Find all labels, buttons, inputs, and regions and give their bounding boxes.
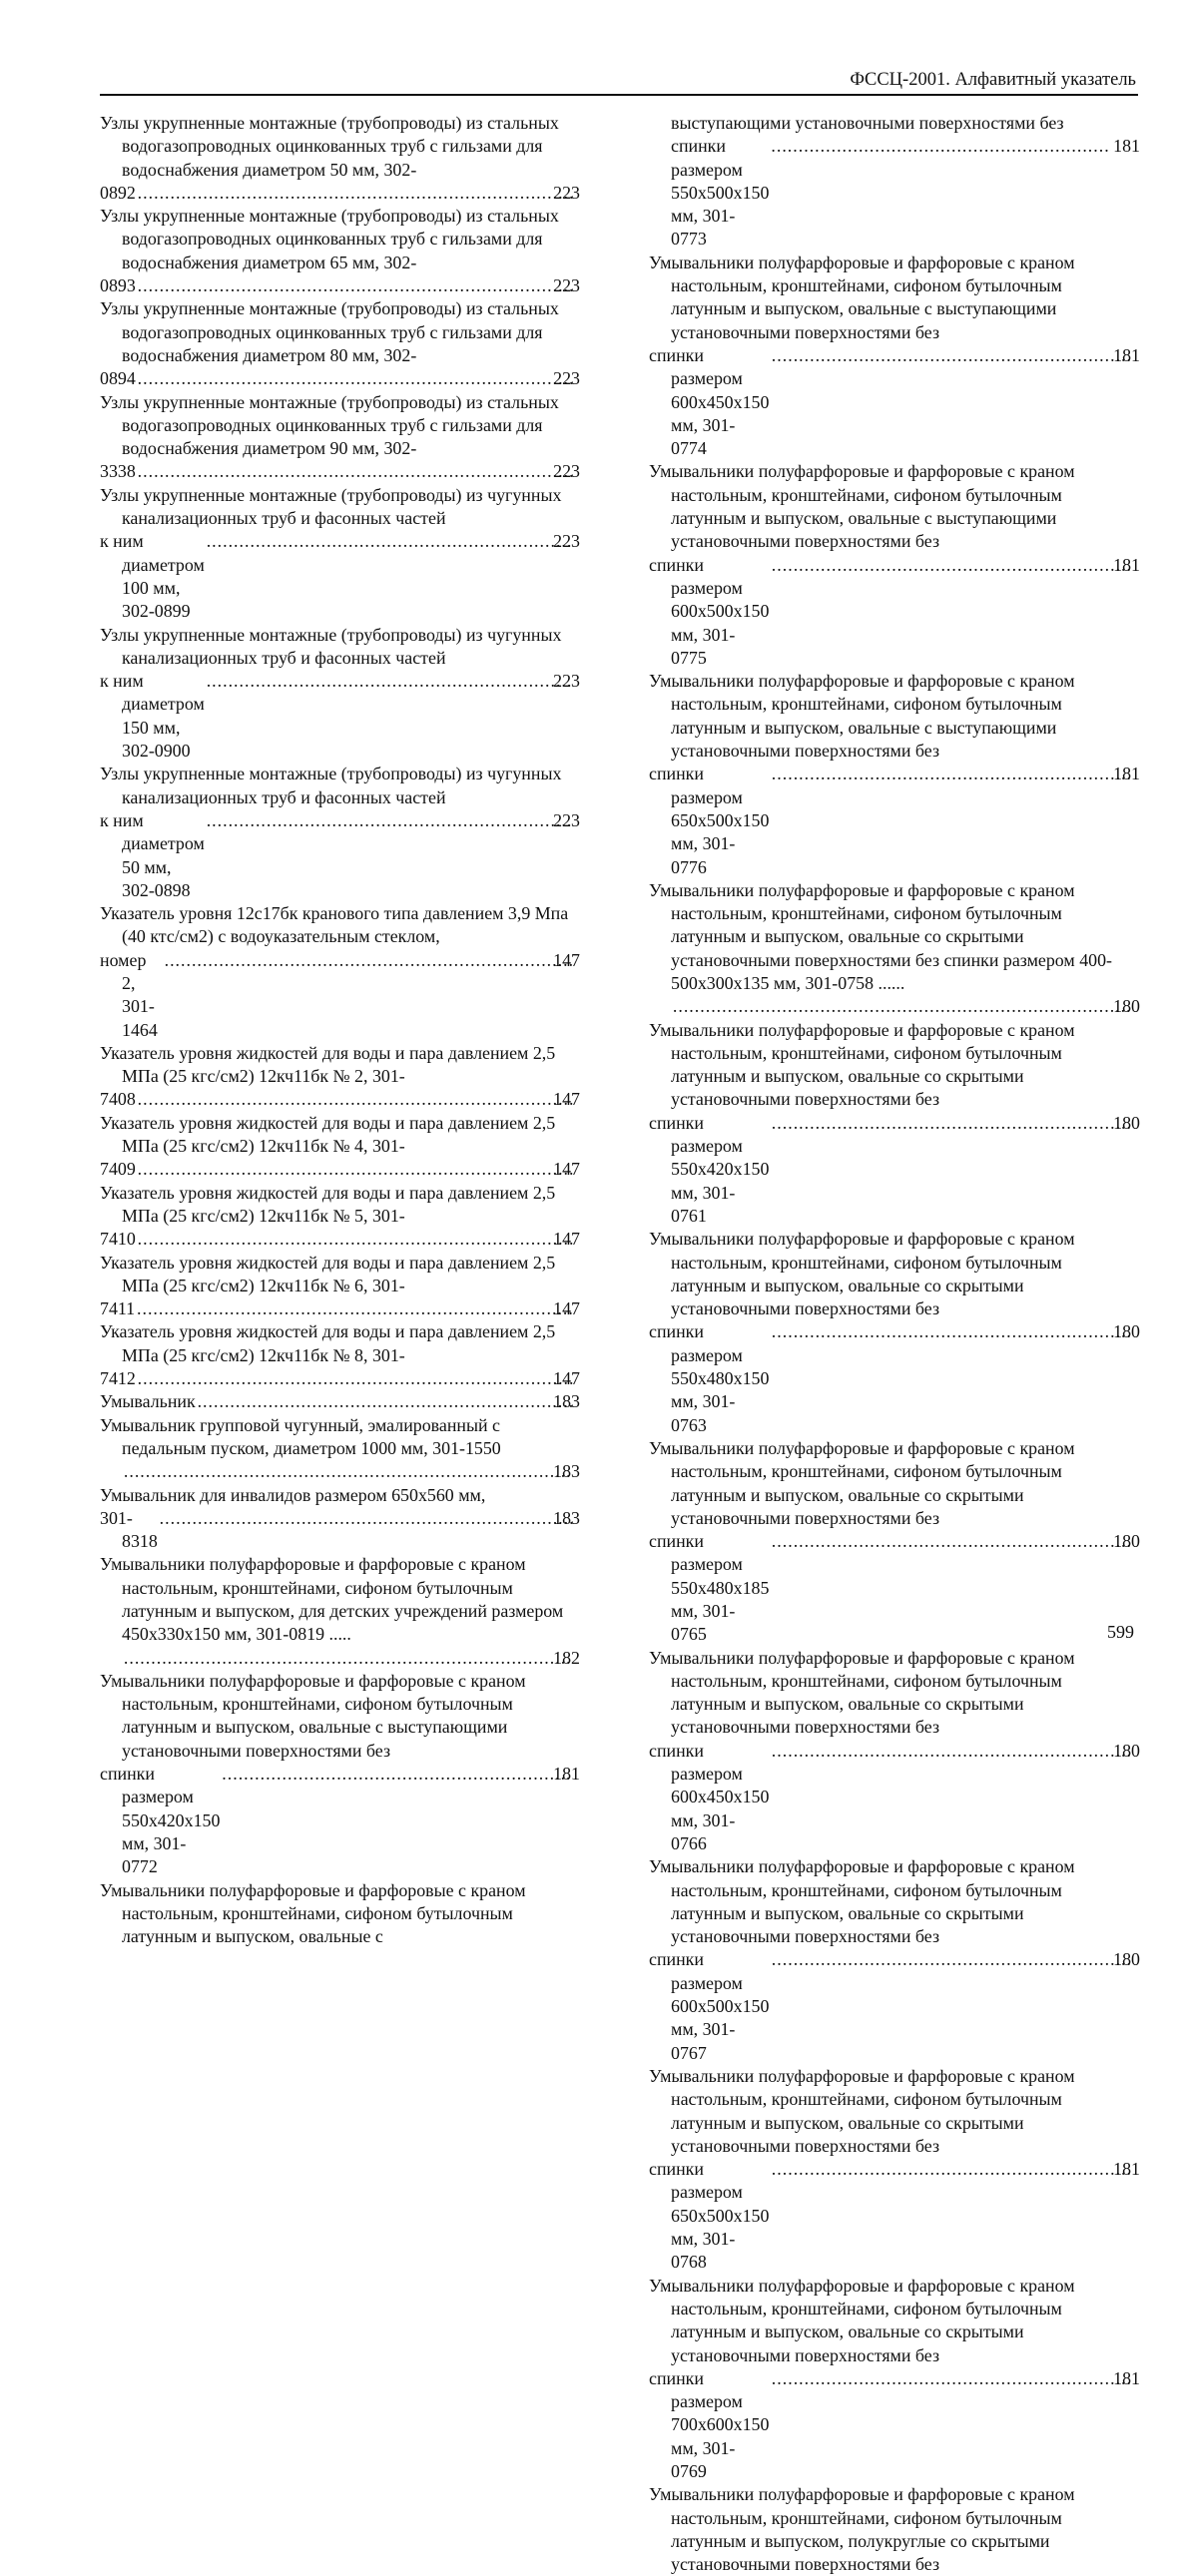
entry-text: Указатель уровня 12с17бк кранового типа давлением 3,9 Мпа (40 ктс/см2) с водоуказательным стеклом, (100, 903, 569, 947)
entry-page-ref: 223 (553, 182, 580, 203)
dot-leader (772, 1740, 1133, 1763)
entry-page-ref: 180 (1113, 1531, 1140, 1552)
entry-text: Умывальники полуфарфоровые и фарфоровые с краном настольным, кронштейнами, сифоном бутылочным латунным и выпуском, полукруглые со скрытыми установочными поверхностями без (649, 2484, 1075, 2575)
entry-tail: спинки размером 550х420х150 мм, 301-0761 (649, 1112, 770, 1226)
entry-text: Умывальники полуфарфоровые и фарфоровые с краном настольным, кронштейнами, сифоном бутылочным латунным и выпуском, овальные с (100, 1879, 526, 1947)
entry-text: Умывальники полуфарфоровые и фарфоровые с краном настольным, кронштейнами, сифоном бутылочным латунным и выпуском, овальные со скрытыми установочными поверхностями без (649, 2275, 1075, 2365)
entry-page-ref: 147 (553, 1229, 580, 1250)
index-entry (100, 1182, 580, 1252)
entry-text: Умывальники полуфарфоровые и фарфоровые с краном настольным, кронштейнами, сифоном бутылочным латунным и выпуском, овальные со скрытыми установочными поверхностями без (649, 1647, 1075, 1738)
entry-tail: спинки размером 550х500х150 мм, 301-0773 (671, 136, 770, 250)
index-entry (649, 1019, 1140, 1229)
dot-leader (772, 2367, 1133, 2390)
entry-text: Умывальники полуфарфоровые и фарфоровые с краном настольным, кронштейнами, сифоном бутылочным латунным и выпуском, овальные со скрытыми установочными поверхностями без (649, 1856, 1075, 1947)
entry-tail: спинки размером 650х500х150 мм, 301-0768 (649, 2159, 770, 2273)
index-entry (100, 484, 580, 624)
dot-leader (138, 1088, 573, 1111)
entry-leader-line (100, 460, 580, 483)
entry-page-ref: 180 (1113, 1740, 1140, 1761)
entry-tail: номер 2, 301-1464 (100, 949, 158, 1040)
dot-leader (137, 1297, 573, 1320)
entry-page-ref: 181 (1113, 136, 1140, 157)
entry-text: Умывальники полуфарфоровые и фарфоровые с краном настольным, кронштейнами, сифоном бутылочным латунным и выпуском, овальные с выступающими установочными поверхностями без (649, 461, 1075, 552)
index-entry (100, 205, 580, 297)
index-entry (100, 1553, 580, 1669)
index-entry (100, 1112, 580, 1182)
entry-page-ref: 223 (553, 275, 580, 296)
index-entry (649, 1647, 1140, 1856)
entry-text: Умывальники полуфарфоровые и фарфоровые с краном настольным, кронштейнами, сифоном бутылочным латунным и выпуском, овальные со скрытыми установочными поверхностями без спинки размером 400-500х300х135 мм, 301-0758 ...... (649, 879, 1112, 993)
entry-leader-line (649, 1112, 1140, 1228)
index-entry (100, 1320, 580, 1390)
entry-leader-line (100, 949, 580, 1042)
entry-text: Умывальники полуфарфоровые и фарфоровые с краном настольным, кронштейнами, сифоном бутылочным латунным и выпуском, овальные со скрытыми установочными поверхностями без (649, 1019, 1075, 1110)
index-entry (100, 297, 580, 390)
index-entry (100, 1390, 580, 1413)
entry-tail: к ним диаметром 50 мм, 302-0898 (100, 809, 205, 900)
entry-tail: 301-8318 (100, 1507, 158, 1552)
entry-page-ref: 181 (1113, 554, 1140, 575)
entry-text: выступающими установочными поверхностями без (671, 113, 1064, 133)
entry-text: Умывальники полуфарфоровые и фарфоровые с краном настольным, кронштейнами, сифоном бутылочным латунным и выпуском, для детских учреждений размером 450х330х150 мм, 301-0819 ..... (100, 1554, 564, 1645)
entry-page-ref: 182 (553, 1647, 580, 1668)
entry-page-ref: 180 (1113, 1949, 1140, 1970)
entry-leader-line (671, 995, 1140, 1018)
index-column-right (649, 112, 1140, 2576)
entry-leader-line (100, 809, 580, 902)
entry-tail: 7408 (100, 1089, 136, 1110)
entry-leader-line (100, 1763, 580, 1878)
entry-text: Узлы укрупненные монтажные (трубопроводы) из стальных водогазопроводных оцинкованных труб с гильзами для водоснабжения диаметром 50 мм, 302- (100, 113, 559, 180)
entry-text: Указатель уровня жидкостей для воды и пара давлением 2,5 МПа (25 кгс/см2) 12кч11бк № 2, 301- (100, 1042, 556, 1087)
entry-text: Узлы укрупненные монтажные (трубопроводы) из стальных водогазопроводных оцинкованных труб с гильзами для водоснабжения диаметром 90 мм, 302- (100, 391, 559, 459)
dot-leader (124, 1647, 573, 1670)
entry-leader-line (122, 1647, 580, 1670)
entry-text: Указатель уровня жидкостей для воды и пара давлением 2,5 МПа (25 кгс/см2) 12кч11бк № 5, 301- (100, 1182, 556, 1226)
dot-leader (207, 670, 573, 693)
entry-tail: 7411 (100, 1298, 136, 1319)
entry-page-ref: 183 (553, 1461, 580, 1482)
dot-leader (138, 367, 573, 390)
entry-page-ref: 147 (553, 1298, 580, 1319)
index-entry (649, 2065, 1140, 2275)
index-entry (649, 879, 1140, 1019)
index-entry (100, 763, 580, 902)
entry-tail: 0894 (100, 368, 136, 389)
entry-text: Узлы укрупненные монтажные (трубопроводы) из чугунных канализационных труб и фасонных частей (100, 764, 562, 807)
entry-text: Умывальники полуфарфоровые и фарфоровые с краном настольным, кронштейнами, сифоном бутылочным латунным и выпуском, овальные со скрытыми установочными поверхностями без (649, 1437, 1075, 1528)
entry-tail: спинки размером 700х600х150 мм, 301-0769 (649, 2367, 770, 2481)
entry-tail: спинки размером 600х450х150 мм, 301-0774 (649, 344, 770, 459)
dot-leader (138, 1228, 573, 1251)
entry-text: Узлы укрупненные монтажные (трубопроводы) из стальных водогазопроводных оцинкованных труб с гильзами для водоснабжения диаметром 65 мм, 302- (100, 206, 559, 272)
entry-text: Умывальники полуфарфоровые и фарфоровые с краном настольным, кронштейнами, сифоном бутылочным латунным и выпуском, овальные с выступающими установочными поверхностями без (100, 1670, 526, 1761)
entry-page-ref: 183 (553, 1391, 580, 1412)
dot-leader (138, 460, 573, 483)
dot-leader (198, 1390, 573, 1413)
dot-leader (207, 809, 573, 832)
index-entry (649, 1855, 1140, 2065)
entry-tail: спинки размером 550х480х150 мм, 301-0763 (649, 1321, 770, 1435)
dot-leader (772, 2158, 1133, 2181)
entry-leader-line (122, 1460, 580, 1483)
entry-leader-line (649, 344, 1140, 460)
index-entry (100, 624, 580, 764)
entry-leader-line (649, 1320, 1140, 1436)
index-entry (649, 1437, 1140, 1647)
entry-tail: к ним диаметром 100 мм, 302-0899 (100, 531, 205, 622)
index-entry (649, 460, 1140, 670)
dot-leader (138, 182, 573, 205)
index-entry (649, 2275, 1140, 2484)
entry-leader-line (649, 554, 1140, 670)
dot-leader (771, 135, 1111, 158)
entry-page-ref: 181 (553, 1764, 580, 1785)
entry-tail: 0893 (100, 275, 136, 296)
entry-leader-line (100, 1158, 580, 1181)
dot-leader (772, 1948, 1133, 1971)
entry-page-ref: 180 (1113, 1112, 1140, 1133)
entry-page-ref: 223 (553, 671, 580, 692)
entry-tail: к ним диаметром 150 мм, 302-0900 (100, 671, 205, 762)
entry-leader-line (100, 1507, 580, 1554)
index-entry (100, 1414, 580, 1484)
index-entry (649, 2483, 1140, 2576)
index-entry (100, 391, 580, 484)
entry-tail: спинки размером 550х480х185 мм, 301-0765 (649, 1531, 770, 1645)
entry-tail: спинки размером 550х420х150 мм, 301-0772 (100, 1764, 221, 1877)
index-entry (649, 112, 1140, 252)
entry-leader-line (100, 1297, 580, 1320)
dot-leader (772, 1112, 1133, 1135)
entry-text: Умывальники полуфарфоровые и фарфоровые с краном настольным, кронштейнами, сифоном бутылочным латунным и выпуском, овальные с выступающими установочными поверхностями без (649, 671, 1075, 762)
entry-leader-line (100, 367, 580, 390)
entry-leader-line (100, 1088, 580, 1111)
dot-leader (772, 1320, 1133, 1343)
entry-leader-line (100, 670, 580, 763)
entry-page-ref: 181 (1113, 2367, 1140, 2388)
dot-leader (673, 995, 1133, 1018)
entry-page-ref: 223 (553, 461, 580, 482)
entry-text: Узлы укрупненные монтажные (трубопроводы) из чугунных канализационных труб и фасонных частей (100, 484, 562, 529)
header-rule (100, 94, 1138, 96)
index-entry (100, 112, 580, 205)
entry-tail: спинки размером 650х500х150 мм, 301-0776 (649, 764, 770, 877)
index-column-left (100, 112, 580, 1948)
entry-page-ref: 181 (1113, 344, 1140, 365)
entry-tail: 7410 (100, 1229, 136, 1250)
entry-leader-line (649, 1948, 1140, 2064)
entry-page-ref: 223 (553, 531, 580, 552)
entry-tail: 7412 (100, 1368, 136, 1389)
entry-page-ref: 181 (1113, 2159, 1140, 2180)
entry-tail: 0892 (100, 182, 136, 203)
entry-page-ref: 147 (553, 949, 580, 970)
entry-page-ref: 183 (553, 1507, 580, 1528)
entry-tail: 7409 (100, 1159, 136, 1180)
entry-text: Указатель уровня жидкостей для воды и пара давлением 2,5 МПа (25 кгс/см2) 12кч11бк № 4, 301- (100, 1112, 556, 1157)
entry-leader-line (100, 274, 580, 297)
entry-text: Указатель уровня жидкостей для воды и пара давлением 2,5 МПа (25 кгс/см2) 12кч11бк № 6, 301- (100, 1252, 556, 1295)
index-entry (649, 1228, 1140, 1437)
entry-leader-line (649, 2367, 1140, 2483)
entry-text: Указатель уровня жидкостей для воды и пара давлением 2,5 МПа (25 кгс/см2) 12кч11бк № 8, 301- (100, 1321, 556, 1365)
index-entry (649, 252, 1140, 461)
entry-leader-line (671, 135, 1140, 251)
entry-text: Узлы укрупненные монтажные (трубопроводы) из стальных водогазопроводных оцинкованных труб с гильзами для водоснабжения диаметром 80 мм, 302- (100, 298, 559, 365)
entry-page-ref: 223 (553, 368, 580, 389)
running-header: ФССЦ-2001. Алфавитный указатель (850, 70, 1136, 90)
entry-text: Умывальники полуфарфоровые и фарфоровые с краном настольным, кронштейнами, сифоном бутылочным латунным и выпуском, овальные со скрытыми установочными поверхностями без (649, 1229, 1075, 1319)
entry-leader-line (649, 2158, 1140, 2274)
index-entry (100, 1252, 580, 1321)
entry-page-ref: 223 (553, 809, 580, 830)
entry-leader-line (649, 763, 1140, 878)
entry-leader-line (649, 1740, 1140, 1855)
index-entry (100, 902, 580, 1042)
index-entry (100, 1670, 580, 1879)
dot-leader (124, 1460, 573, 1483)
entry-page-ref: 180 (1113, 1321, 1140, 1342)
entry-text: Узлы укрупненные монтажные (трубопроводы) из чугунных канализационных труб и фасонных частей (100, 624, 562, 668)
dot-leader (772, 344, 1133, 367)
dot-leader (772, 554, 1133, 577)
dot-leader (165, 949, 573, 972)
dot-leader (138, 1158, 573, 1181)
entry-leader-line (649, 1530, 1140, 1646)
index-entry (649, 670, 1140, 879)
entry-tail: спинки размером 600х500х150 мм, 301-0767 (649, 1949, 770, 2063)
entry-leader-line (100, 182, 580, 205)
index-entry (100, 1484, 580, 1554)
dot-leader (160, 1507, 573, 1530)
entry-text: Умывальники полуфарфоровые и фарфоровые с краном настольным, кронштейнами, сифоном бутылочным латунным и выпуском, овальные с выступающими установочными поверхностями без (649, 252, 1075, 342)
dot-leader (222, 1763, 573, 1786)
dot-leader (207, 530, 573, 553)
dot-leader (138, 1367, 573, 1390)
entry-tail: спинки размером 600х450х150 мм, 301-0766 (649, 1740, 770, 1853)
entry-leader-line (100, 1228, 580, 1251)
index-entry (100, 1042, 580, 1112)
entry-text: Умывальник для инвалидов размером 650х560 мм, (100, 1484, 486, 1505)
entry-text: Умывальник групповой чугунный, эмалированный с педальным пуском, диаметром 1000 мм, 301-1550 (100, 1414, 501, 1458)
index-entry (100, 1879, 580, 1949)
dot-leader (772, 763, 1133, 785)
entry-page-ref: 180 (1113, 996, 1140, 1017)
entry-page-ref: 147 (553, 1159, 580, 1180)
dot-leader (138, 274, 573, 297)
entry-leader-line (100, 1390, 580, 1413)
entry-text: Умывальники полуфарфоровые и фарфоровые с краном настольным, кронштейнами, сифоном бутылочным латунным и выпуском, овальные со скрытыми установочными поверхностями без (649, 2065, 1075, 2156)
entry-tail: спинки размером 600х500х150 мм, 301-0775 (649, 554, 770, 668)
entry-leader-line (100, 1367, 580, 1390)
page-number: 599 (1107, 1622, 1134, 1642)
entry-page-ref: 147 (553, 1368, 580, 1389)
entry-tail: Умывальник (100, 1391, 196, 1412)
entry-page-ref: 147 (553, 1089, 580, 1110)
entry-tail: 3338 (100, 461, 136, 482)
entry-leader-line (100, 530, 580, 623)
entry-page-ref: 181 (1113, 764, 1140, 784)
dot-leader (772, 1530, 1133, 1553)
